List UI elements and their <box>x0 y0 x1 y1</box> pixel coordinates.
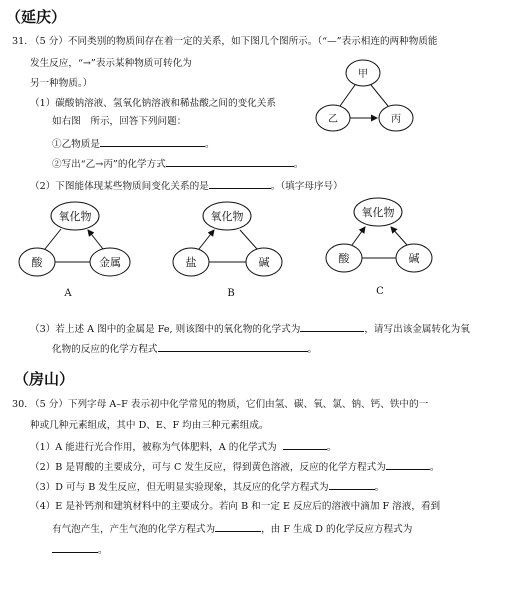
node-yi-label: 乙 <box>328 114 338 125</box>
q31-part3-line2-end: 。 <box>307 344 318 355</box>
diagram-b-top-label: 氧化物 <box>210 210 244 223</box>
q31-part3-line1 <box>30 322 470 336</box>
q30-part4-line2 <box>52 522 412 536</box>
connector-jia-bing <box>371 85 388 106</box>
answer-blank[interactable] <box>158 342 308 352</box>
q30-part4-line3 <box>52 543 108 557</box>
node-jia-label: 甲 <box>358 69 368 80</box>
q30-part4-line2-mid: ，由 F 生成 D 的化学反应方程式为 <box>261 524 413 535</box>
q31-part3-line2 <box>52 342 317 356</box>
q31-part1-line1: （1）碳酸钠溶液、氢氧化钠溶液和稀盐酸之间的变化关系 <box>30 98 276 109</box>
q31-part1-a-end: 。 <box>204 139 215 150</box>
section-header-fangshan: （房山） <box>14 370 75 388</box>
answer-blank[interactable] <box>329 480 375 490</box>
q31-part1-line2: 如右图 所示，回答下列问题： <box>52 116 187 127</box>
q31-line1: （5 分）不同类别的物质间存在着一定的关系，如下图几个图所示。（“—”表示相连的两种物质能 <box>30 36 438 47</box>
q30-part2-end: 。 <box>429 462 440 473</box>
answer-blank[interactable] <box>386 460 430 470</box>
q30-part2 <box>30 460 439 474</box>
diagram-a-letter: A <box>64 288 72 298</box>
connector-jia-yi <box>340 85 355 106</box>
diagram-a <box>14 198 144 298</box>
diagram-b-right-label: 碱 <box>258 256 270 269</box>
diagram-c-top-label: 氧化物 <box>361 206 395 219</box>
diagram-b <box>168 198 298 298</box>
q30-part1-text: （1）A 能进行光合作用，被称为气体肥料，A 的化学式为 <box>30 442 277 453</box>
q31-line2: 发生反应，“→”表示某种物质可转化为 <box>30 58 192 69</box>
answer-blank[interactable] <box>300 322 364 332</box>
q30-part3-end: 。 <box>374 482 385 493</box>
q31-part3-end: ，请写出该金属转化为氧 <box>364 324 470 335</box>
q30-part2-text: （2）B 是胃酸的主要成分，可与 C 发生反应，得到黄色溶液，反应的化学方程式为 <box>30 462 386 473</box>
q31-part2-text: （2）下图能体现某些物质间变化关系的是 <box>30 181 209 192</box>
q31-number: 31. <box>12 36 28 47</box>
q30-part4-line1: （4）E 是补钙剂和建筑材料中的主要成分。若向 B 和一定 E 反应后的溶液中滴加 F 溶液，看到 <box>30 501 441 512</box>
q31-part3-text: （3）若上述 A 图中的金属是 Fe, 则该图中的氧化物的化学式为 <box>30 324 301 335</box>
q30-part4-line3-end: 。 <box>98 545 108 556</box>
q30-part1-end: 。 <box>326 442 337 453</box>
diagram-c <box>318 194 448 294</box>
q30-line1: （5 分）下列字母 A–F 表示初中化学常见的物质，它们由氢、碳、氧、氯、钠、钙、铁中的一 <box>30 399 429 410</box>
q30-part3-text: （3）D 可与 B 发生反应，但无明显实验现象，其反应的化学方程式为 <box>30 482 329 493</box>
diagram-b-left-label: 盐 <box>185 256 197 269</box>
q31-part1-b-end: 。 <box>293 159 304 170</box>
section-header-yanqing: （延庆） <box>6 8 67 26</box>
answer-blank[interactable] <box>209 179 271 189</box>
q30-part3 <box>30 480 384 494</box>
q31-part3-line2-text: 化物的反应的化学方程式 <box>52 344 158 355</box>
answer-blank[interactable] <box>166 157 294 167</box>
diagram-a-right-label: 金属 <box>99 256 121 269</box>
diagram-a-top-label: 氧化物 <box>58 210 92 223</box>
q31-part2-end: 。（填字母序号） <box>270 181 343 192</box>
q30-part4-line2-text: 有气泡产生，产生气泡的化学方程式为 <box>52 524 216 535</box>
triangle-jia-yi-bing-diagram <box>300 56 430 136</box>
answer-blank[interactable] <box>215 522 261 532</box>
answer-blank[interactable] <box>100 137 205 147</box>
diagram-c-letter: C <box>376 286 384 294</box>
q30-number: 30. <box>12 399 28 410</box>
q31-part2 <box>30 179 343 193</box>
q31-part1-b <box>52 157 303 171</box>
q31-part1-a-text: ①乙物质是 <box>52 139 100 150</box>
answer-blank[interactable] <box>52 543 98 553</box>
q30-line2: 种或几种元素组成，其中 D、E、F 均由三种元素组成。 <box>30 420 269 431</box>
q31-line3: 另一种物质。） <box>30 78 93 89</box>
q31-part1-a <box>52 137 215 151</box>
diagram-c-left-label: 酸 <box>338 252 350 265</box>
q30-part1 <box>30 440 336 454</box>
answer-blank[interactable] <box>283 440 327 450</box>
diagram-b-letter: B <box>227 288 235 298</box>
diagram-c-right-label: 碱 <box>408 252 420 265</box>
diagram-a-left-label: 酸 <box>31 256 43 269</box>
node-bing-label: 丙 <box>391 114 401 125</box>
q31-part1-b-text: ②写出“乙→丙”的化学方式 <box>52 159 166 170</box>
